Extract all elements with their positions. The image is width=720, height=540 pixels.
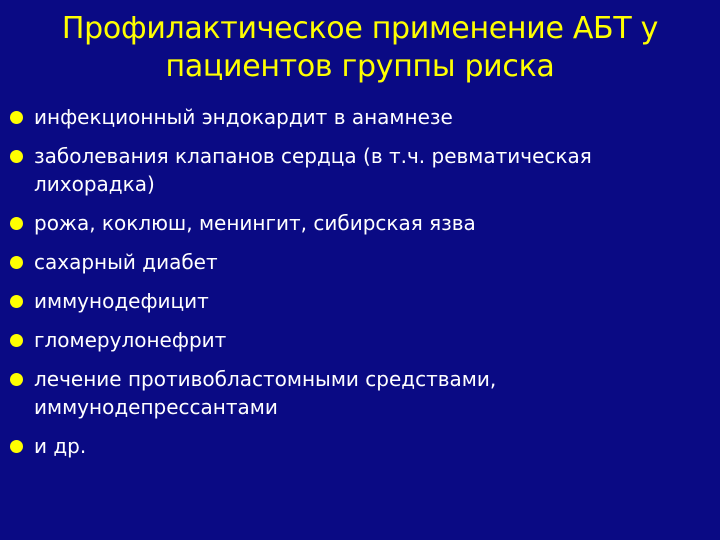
bullet-text: заболевания клапанов сердца (в т.ч. ревматическая лихорадка): [34, 144, 592, 196]
bullet-dot-icon: [10, 440, 23, 453]
bullet-dot-icon: [10, 150, 23, 163]
bullet-dot-icon: [10, 373, 23, 386]
bullet-item: [10, 326, 700, 354]
bullet-item: [10, 248, 700, 276]
bullet-dot-icon: [10, 111, 23, 124]
slide-title: Профилактическое применение АБТ у пациентов группы риска: [61, 11, 659, 84]
bullet-item: [10, 287, 700, 315]
bullet-text: инфекционный эндокардит в анамнезе: [34, 105, 453, 129]
bullet-text: иммунодефицит: [34, 289, 209, 313]
bullet-list: [10, 103, 700, 471]
bullet-item: [10, 365, 700, 421]
bullet-item: [10, 432, 700, 460]
bullet-text: сахарный диабет: [34, 250, 218, 274]
bullet-item: [10, 142, 700, 198]
bullet-dot-icon: [10, 217, 23, 230]
bullet-item: [10, 209, 700, 237]
bullet-dot-icon: [10, 256, 23, 269]
bullet-item: [10, 103, 700, 131]
bullet-text: гломерулонефрит: [34, 328, 227, 352]
bullet-dot-icon: [10, 334, 23, 347]
bullet-text: лечение противобластомными средствами, иммунодепрессантами: [34, 367, 497, 419]
bullet-text: рожа, коклюш, менингит, сибирская язва: [34, 211, 476, 235]
bullet-dot-icon: [10, 295, 23, 308]
bullet-text: и др.: [34, 434, 87, 458]
